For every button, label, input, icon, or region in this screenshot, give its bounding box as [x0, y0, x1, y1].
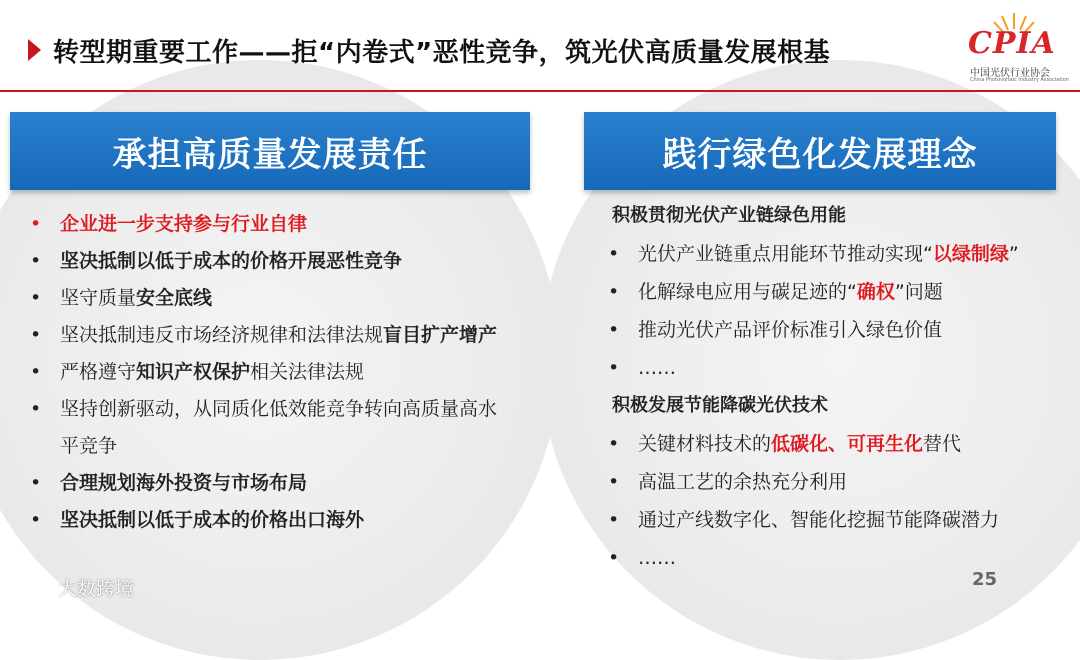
list-item-text: 通过产线数字化、智能化挖掘节能降碳潜力 [638, 509, 1000, 531]
bullet-icon: • [608, 243, 620, 265]
list-item-text: 替代 [923, 433, 962, 455]
title-arrow-icon [28, 39, 41, 61]
right-panel-header [584, 112, 1056, 190]
list-item [10, 206, 510, 243]
list-item [10, 280, 510, 317]
list-item-text: 坚守质量 [60, 287, 137, 309]
list-item-text: 安全底线 [136, 287, 213, 309]
list-item [598, 425, 1076, 463]
page-number: 25 [972, 569, 998, 590]
bullet-icon: • [608, 547, 620, 569]
list-item-text: 盲目扩产增产 [383, 324, 498, 346]
logo-subtitle: 中国光伏行业协会 [970, 68, 1050, 79]
right-panel-title: 践行绿色化发展理念 [662, 134, 978, 175]
list-item-text: 合理规划海外投资与市场布局 [60, 472, 308, 494]
left-panel-header [10, 112, 530, 190]
list-item-text: 坚持创新驱动，从同质化低效能竞争转向高质量高水平竞争 [60, 398, 498, 457]
bullet-icon: • [608, 509, 620, 531]
bullet-icon: • [30, 398, 42, 420]
list-item-text: 严格遵守 [60, 361, 137, 383]
list-item [598, 273, 1076, 311]
bullet-icon: • [30, 287, 42, 309]
logo-wordmark: CPIA [968, 26, 1056, 61]
list-item-text: 低碳化、可再生化 [771, 433, 924, 455]
list-item-text: ” [1008, 243, 1019, 265]
list-item [10, 354, 510, 391]
list-item-text: 相关法律法规 [250, 361, 365, 383]
list-item [598, 349, 1076, 387]
list-item-text: …… [638, 357, 676, 379]
list-item-text: …… [638, 547, 676, 569]
list-item [10, 317, 510, 354]
list-item [10, 243, 510, 280]
logo-subtitle-en: China Photovoltaic Industry Association [970, 77, 1069, 83]
list-item-text: 高温工艺的余热充分利用 [638, 471, 848, 493]
bullet-icon: • [608, 281, 620, 303]
watermark-text: 大数跨境 [58, 578, 135, 600]
cpia-logo [962, 8, 1074, 88]
list-item-text: 知识产权保护 [136, 361, 251, 383]
list-item-text: 关键材料技术的 [638, 433, 772, 455]
section-heading: 积极发展节能降碳光伏技术 [612, 395, 828, 416]
section-heading: 积极贯彻光伏产业链绿色用能 [612, 205, 846, 226]
slide-title-row [28, 30, 830, 70]
list-item-text: 确权 [856, 281, 895, 303]
bullet-icon: • [30, 509, 42, 531]
bullet-icon: • [608, 471, 620, 493]
list-item-text: 坚决抵制以低于成本的价格开展恶性竞争 [60, 250, 403, 272]
list-item-text: 推动光伏产品评价标准引入绿色价值 [638, 319, 943, 341]
bullet-icon: • [30, 472, 42, 494]
bullet-icon: • [30, 213, 42, 235]
list-item-text: 以绿制绿 [932, 243, 1009, 265]
watermark [12, 574, 134, 601]
list-item-text: 坚决抵制以低于成本的价格出口海外 [60, 509, 365, 531]
watermark-logo-icon [12, 576, 52, 600]
list-item [598, 501, 1076, 539]
bullet-icon: • [608, 319, 620, 341]
list-item-text: 坚决抵制违反市场经济规律和法律法规 [60, 324, 384, 346]
list-item-text: ”问题 [894, 281, 943, 303]
bullet-icon: • [30, 361, 42, 383]
list-item [598, 463, 1076, 501]
slide-title: 转型期重要工作——拒“内卷式”恶性竞争，筑光伏高质量发展根基 [53, 37, 831, 68]
list-item-text: 化解绿电应用与碳足迹的“ [638, 281, 857, 303]
list-item-text: 光伏产业链重点用能环节推动实现“ [638, 243, 933, 265]
list-item [10, 391, 510, 465]
bullet-icon: • [608, 357, 620, 379]
list-item [598, 311, 1076, 349]
bullet-icon: • [30, 250, 42, 272]
bullet-icon: • [608, 433, 620, 455]
list-item [598, 539, 1076, 577]
list-item-text: 企业进一步支持参与行业自律 [60, 213, 308, 235]
left-panel-title: 承担高质量发展责任 [112, 134, 428, 175]
list-item [10, 502, 510, 539]
left-bullet-list [10, 206, 510, 539]
list-item [10, 465, 510, 502]
right-bullet-list [598, 197, 1076, 577]
bullet-icon: • [30, 324, 42, 346]
list-item [598, 235, 1076, 273]
title-divider [0, 90, 1080, 92]
